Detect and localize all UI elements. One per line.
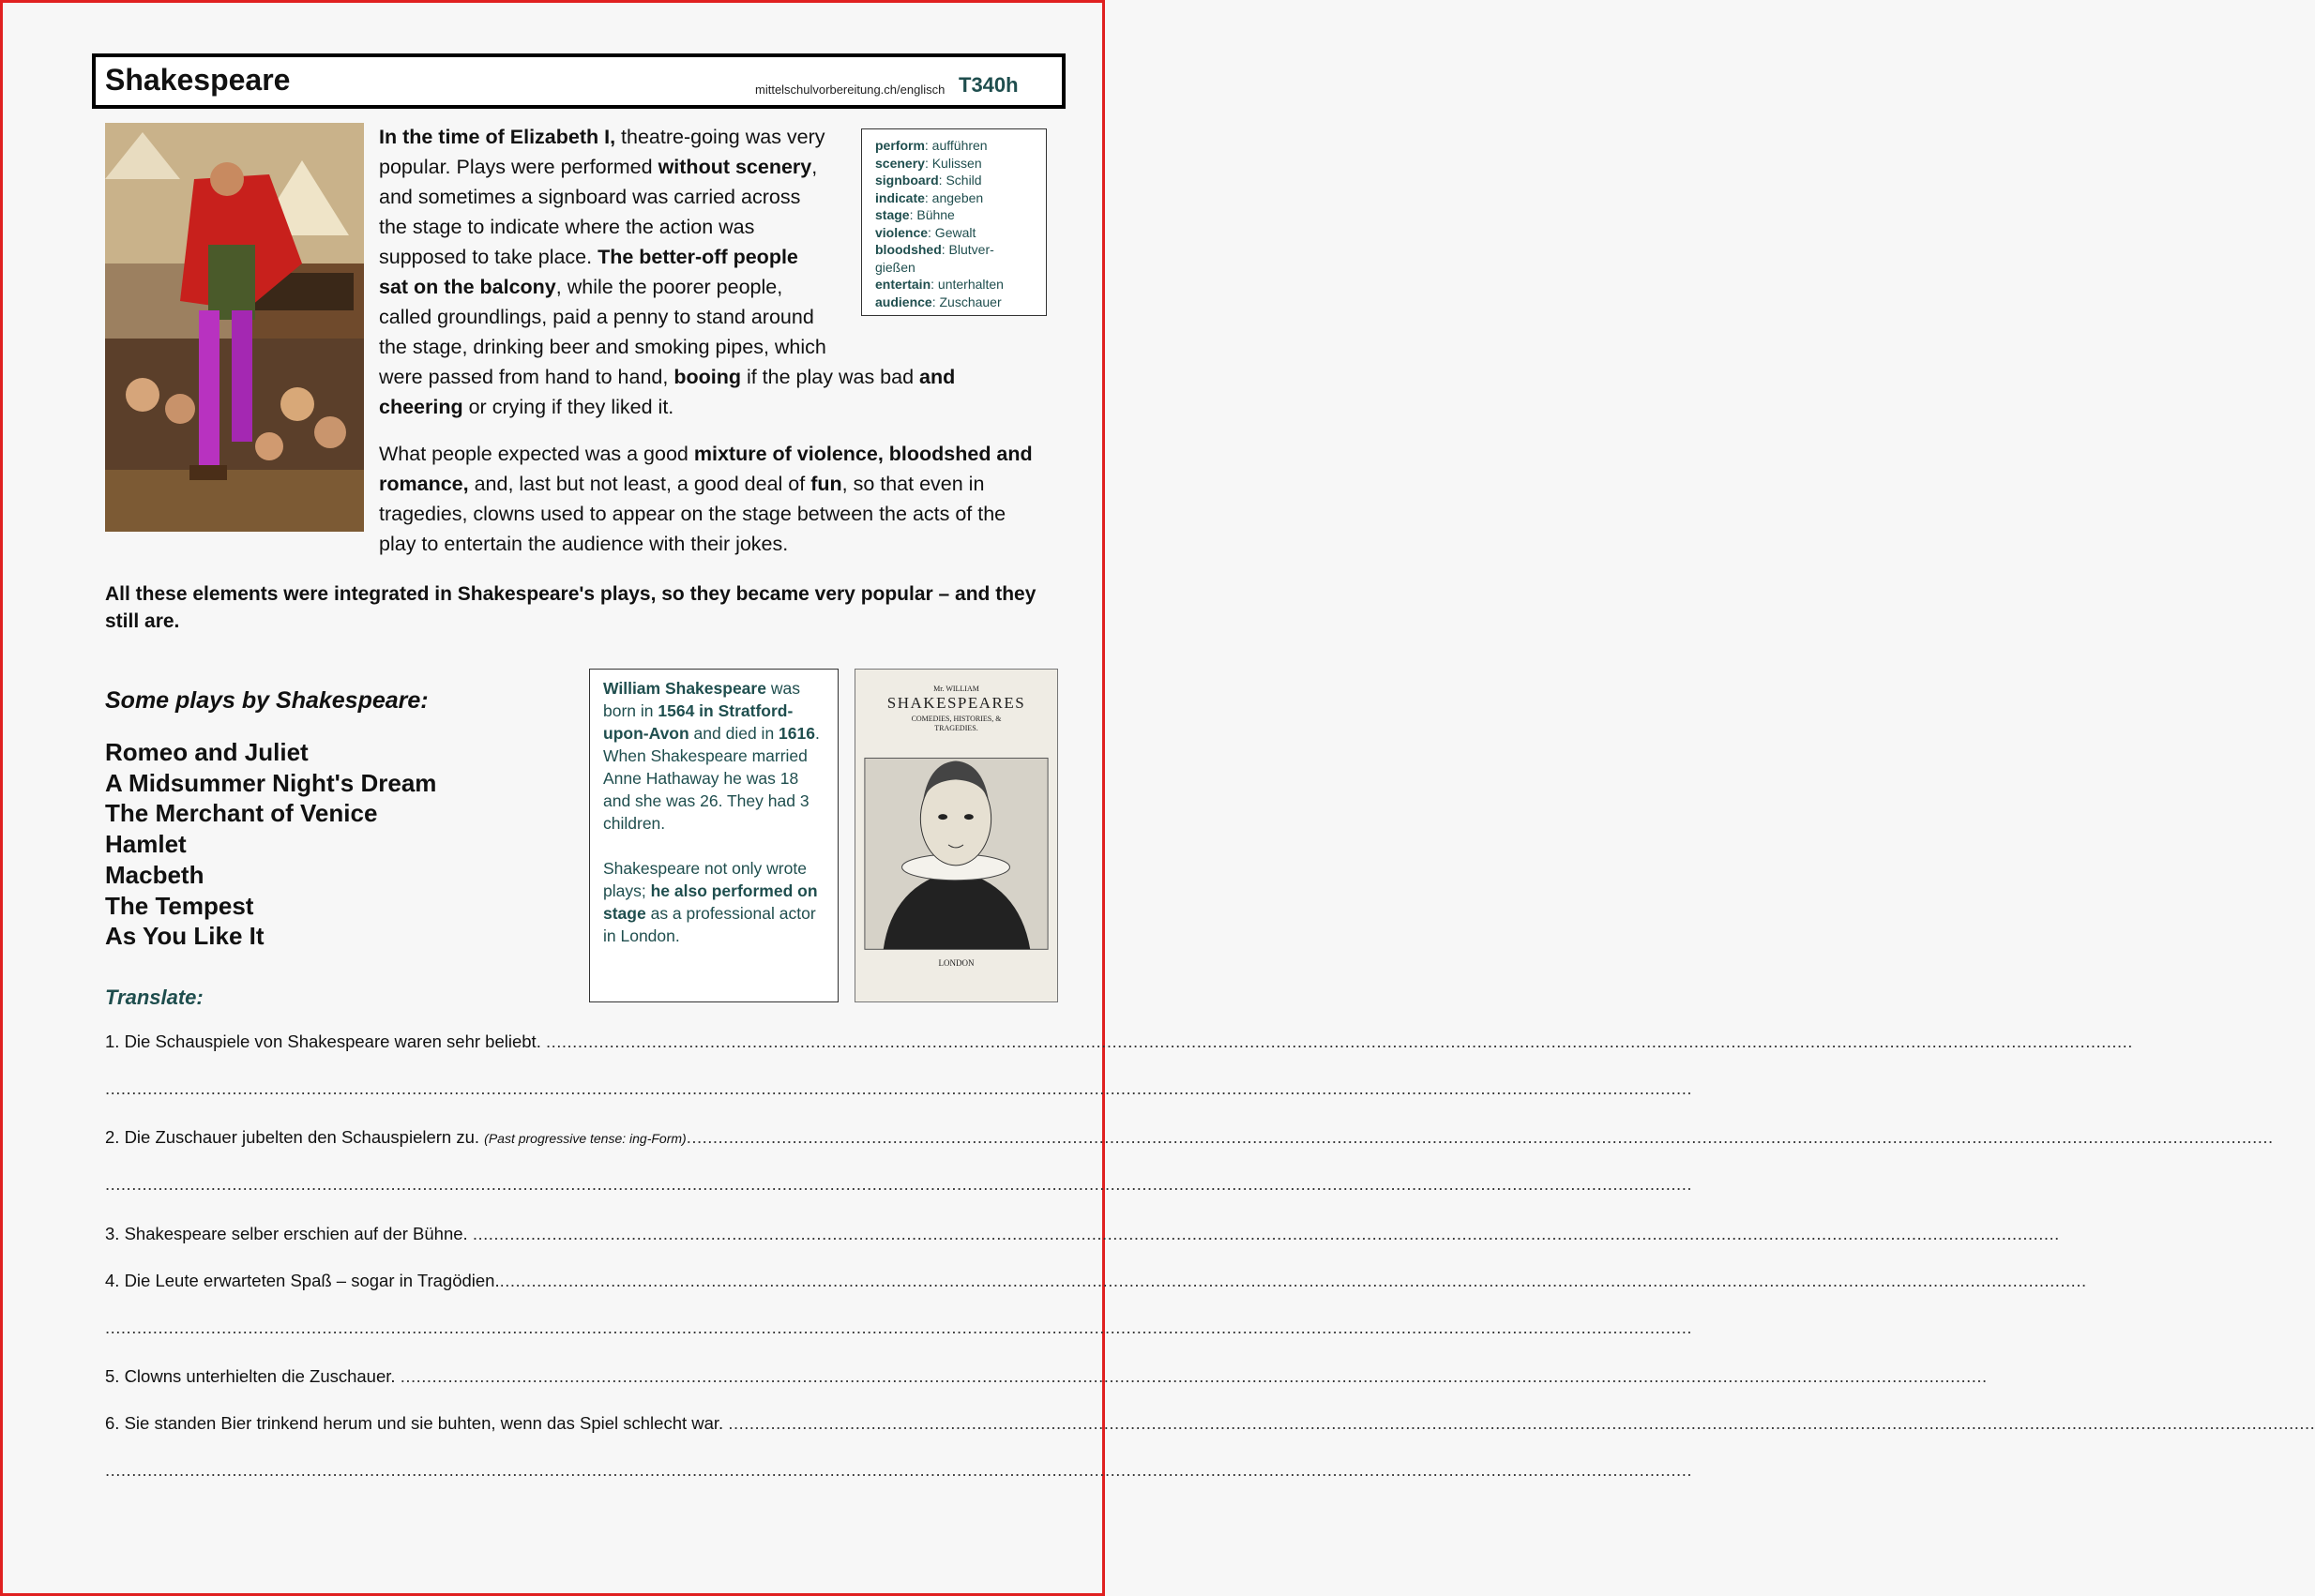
dotted-answer-line[interactable]: ............................................................................................................................................................................................................................................................................................................ (105, 1460, 1692, 1480)
play-title: Macbeth (105, 860, 204, 889)
bio-run: William Shakespeare (603, 679, 766, 698)
intro-run: fun (810, 473, 842, 495)
plays-heading: Some plays by Shakespeare: (105, 687, 429, 714)
plays-list (105, 737, 436, 952)
intro-run: and cheering (379, 366, 956, 418)
worksheet-code: T340h (959, 73, 1019, 97)
intro-run: theatre-going was very popular. Plays were performed (379, 126, 825, 178)
intro-run: or crying if they liked it. (462, 396, 674, 418)
translation-sentence: 4. Die Leute erwarteten Spaß – sogar in Tragödien. (105, 1271, 500, 1290)
bio-run: and died in (688, 724, 779, 743)
vocab-term: indicate (875, 189, 925, 205)
intro-run: The better-off people sat on the balcony (379, 246, 798, 298)
translation-item (105, 1031, 2133, 1052)
portrait-line-3: COMEDIES, HISTORIES, & TRAGEDIES. (911, 715, 1002, 732)
dotted-answer-line[interactable]: ............................................................................................................................................................................................................................................................................................................ (105, 1174, 1692, 1194)
intro-run: , so that even in tragedies, clowns used to appear on the stage between the acts of the play to entertain the audience with their jokes. (379, 473, 1006, 555)
intro-run: without scenery (658, 156, 812, 178)
biography-paragraph-1 (603, 677, 825, 835)
bio-run: . When Shakespeare married Anne Hathaway he was 18 and she was 26. They had 3 children. (603, 724, 820, 833)
bio-run: Shakespeare not only wrote plays; (603, 859, 807, 900)
vocab-translation: : Blutver-gießen (875, 242, 994, 275)
vocab-translation: : unterhalten (931, 277, 1004, 292)
vocab-term: perform (875, 138, 925, 153)
translate-heading: Translate: (105, 986, 204, 1009)
bio-run: was born in (603, 679, 800, 720)
portrait-line-2: SHAKESPEARES (886, 694, 1026, 712)
vocab-term: audience (875, 294, 932, 309)
play-title: A Midsummer Night's Dream (105, 768, 437, 797)
translation-sentence: 1. Die Schauspiele von Shakespeare waren sehr beliebt. (105, 1031, 546, 1051)
header-box (92, 53, 1066, 109)
vocab-entry (875, 241, 1033, 276)
answer-line[interactable] (105, 1460, 1692, 1481)
biography-box (589, 669, 839, 1002)
answer-line[interactable] (105, 1317, 1692, 1338)
grammar-hint: (Past progressive tense: ing-Form) (484, 1131, 687, 1146)
dotted-answer-line[interactable]: ............................................................................................................................................................................................................................................................................................................ (728, 1413, 2315, 1433)
vocab-term: entertain (875, 277, 931, 292)
dotted-answer-line[interactable]: ............................................................................................................................................................................................................................................................................................................ (400, 1366, 1988, 1386)
vocab-translation: : aufführen (924, 138, 988, 153)
bio-run: 1616 (779, 724, 815, 743)
portrait-line-1: Mr. WILLIAM (933, 685, 979, 693)
dotted-answer-line[interactable]: ............................................................................................................................................................................................................................................................................................................ (472, 1224, 2060, 1243)
vocab-entry (875, 224, 1033, 242)
bio-run: 1564 in Stratford-upon-Avon (603, 701, 794, 743)
vocab-entry (875, 137, 1033, 155)
intro-run: What people expected was a good (379, 443, 694, 465)
vocab-entry (875, 155, 1033, 173)
translation-item (105, 1413, 2315, 1434)
portrait-line-4: LONDON (938, 958, 975, 968)
answer-line[interactable] (105, 1174, 1692, 1195)
play-title: The Merchant of Venice (105, 799, 378, 828)
vocab-term: bloodshed (875, 242, 942, 257)
biography-paragraph-2 (603, 857, 825, 947)
play-title: The Tempest (105, 891, 254, 920)
vocabulary-box (861, 128, 1047, 316)
vocab-entry (875, 189, 1033, 207)
dotted-answer-line[interactable]: ............................................................................................................................................................................................................................................................................................................ (545, 1031, 2133, 1051)
dotted-answer-line[interactable]: ............................................................................................................................................................................................................................................................................................................ (686, 1127, 2274, 1147)
translation-item (105, 1224, 2060, 1244)
play-title: Romeo and Juliet (105, 738, 309, 766)
vocab-translation: : angeben (924, 189, 984, 205)
vocab-translation: : Kulissen (924, 155, 982, 171)
page-title: Shakespeare (105, 63, 291, 97)
dotted-answer-line[interactable]: ............................................................................................................................................................................................................................................................................................................ (499, 1271, 2087, 1290)
answer-line[interactable] (105, 1078, 1692, 1099)
shakespeare-portrait-image (855, 669, 1058, 1002)
translation-sentence: 2. Die Zuschauer jubelten den Schauspielern zu. (105, 1127, 485, 1147)
play-title: As You Like It (105, 922, 265, 951)
vocab-translation: : Schild (938, 173, 982, 188)
conclusion-text: All these elements were integrated in Shakespeare's plays, so they became very popular – and they still are. (105, 583, 1036, 632)
site-url: mittelschulvorbereitung.ch/englisch (755, 83, 946, 97)
intro-run: booing (673, 366, 741, 388)
intro-run: mixture of violence, bloodshed and romance, (379, 443, 1033, 495)
translation-item (105, 1127, 2274, 1148)
translation-item (105, 1366, 1988, 1387)
vocab-translation: : Gewalt (928, 224, 976, 240)
vocab-term: violence (875, 224, 929, 240)
intro-run: if the play was bad (740, 366, 920, 388)
intro-run: , while the poorer people, called groundlings, paid a penny to stand around the stage, drinking beer and smoking pipes, which were passed from hand to hand, (379, 276, 826, 388)
vocab-translation: : Bühne (909, 207, 955, 222)
dotted-answer-line[interactable]: ............................................................................................................................................................................................................................................................................................................ (105, 1078, 1692, 1098)
bio-run: as a professional actor in London. (603, 904, 816, 945)
translation-item (105, 1271, 2087, 1291)
translation-sentence: 5. Clowns unterhielten die Zuschauer. (105, 1366, 401, 1386)
vocab-term: scenery (875, 155, 925, 171)
dotted-answer-line[interactable]: ............................................................................................................................................................................................................................................................................................................ (105, 1317, 1692, 1337)
vocab-entry (875, 276, 1033, 294)
vocab-entry (875, 172, 1033, 189)
translation-sentence: 3. Shakespeare selber erschien auf der Bühne. (105, 1224, 473, 1243)
vocab-term: signboard (875, 173, 939, 188)
vocab-translation: : Zuschauer (931, 294, 1002, 309)
intro-run: , and sometimes a signboard was carried across the stage to indicate where the action was supposed to take place. (379, 156, 818, 268)
translation-sentence: 6. Sie standen Bier trinkend herum und sie buhten, wenn das Spiel schlecht war. (105, 1413, 729, 1433)
intro-run: In the time of Elizabeth I, (379, 126, 616, 148)
vocab-term: stage (875, 207, 910, 222)
image-spacer (105, 122, 379, 549)
play-title: Hamlet (105, 830, 187, 859)
bio-run: he also performed on stage (603, 881, 818, 923)
intro-run: and, last but not least, a good deal of (468, 473, 811, 495)
vocab-entry (875, 294, 1033, 311)
vocab-entry (875, 206, 1033, 224)
